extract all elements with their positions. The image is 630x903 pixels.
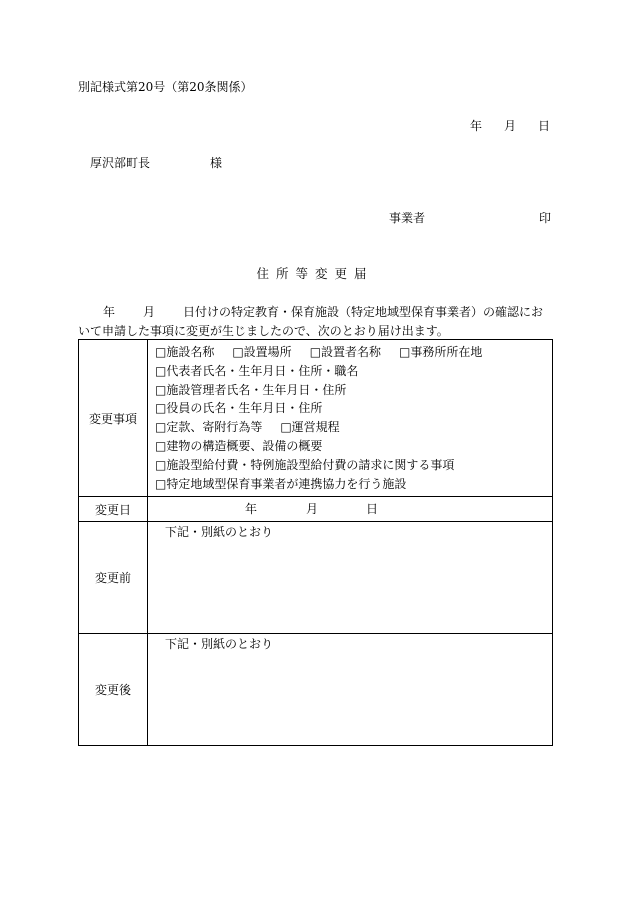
addressee (90, 157, 222, 169)
submission-date (448, 120, 550, 132)
change-item-checkbox[interactable]: □建物の構造概要、設備の概要 (155, 438, 323, 453)
day-label: 日 (537, 119, 550, 133)
change-item-checkbox[interactable]: □事務所所在地 (399, 345, 483, 359)
change-item-row (155, 475, 552, 494)
after-cell[interactable] (148, 634, 553, 746)
intro-year: 年 (103, 305, 116, 319)
seal-mark: 印 (539, 211, 552, 225)
change-item-checkbox[interactable]: □特定地域型保育事業者が連携協力を行う施設 (155, 476, 407, 491)
change-date-day: 日 (366, 502, 379, 517)
honorific: 様 (210, 156, 223, 170)
change-form-table (78, 339, 553, 746)
change-item-checkbox[interactable]: □役員の氏名・生年月日・住所 (155, 401, 323, 416)
change-item-row (155, 381, 552, 400)
change-items-label: 変更事項 (79, 340, 148, 497)
before-cell[interactable] (148, 522, 553, 634)
change-item-checkbox[interactable]: □運営規程 (280, 420, 340, 435)
before-row (79, 522, 553, 634)
change-item-row (155, 362, 552, 381)
change-item-row (155, 418, 552, 437)
change-item-row (155, 399, 552, 418)
after-label: 変更後 (79, 634, 148, 746)
after-row (79, 634, 553, 746)
change-item-checkbox[interactable]: □施設型給付費・特例施設型給付費の請求に関する事項 (155, 457, 455, 472)
month-label: 月 (503, 119, 516, 133)
change-items-list (148, 340, 552, 496)
change-item-checkbox[interactable]: □定款、寄附行為等 (155, 420, 263, 435)
change-items-row (79, 340, 553, 497)
before-label: 変更前 (79, 522, 148, 634)
document-title: 住所等変更届 (256, 266, 374, 281)
change-item-checkbox[interactable]: □代表者氏名・生年月日・住所・職名 (155, 363, 359, 378)
change-date-month: 月 (306, 502, 319, 517)
form-number: 別記様式第20号（第20条関係） (78, 80, 253, 94)
change-date-cell[interactable] (148, 497, 553, 522)
change-item-checkbox[interactable]: □施設管理者氏名・生年月日・住所 (155, 382, 347, 397)
intro-paragraph (78, 303, 554, 341)
after-text: 下記・別紙のとおり (165, 637, 274, 652)
intro-month: 月 (143, 305, 156, 319)
change-date-year: 年 (245, 502, 258, 517)
change-date-row (79, 497, 553, 522)
change-item-row (155, 437, 552, 456)
change-items-cell (148, 340, 553, 497)
change-item-row (155, 456, 552, 475)
applicant-label: 事業者 (389, 211, 426, 225)
addressee-name: 厚沢部町長 (90, 156, 151, 170)
year-label: 年 (469, 119, 482, 133)
change-item-checkbox[interactable]: □施設名称 (155, 345, 215, 359)
before-text: 下記・別紙のとおり (165, 525, 274, 540)
intro-text: 日付けの特定教育・保育施設（特定地域型保育事業者）の確認において申請した事項に変更が生じましたので、次のとおり届け出ます。 (78, 305, 544, 338)
change-item-row (155, 343, 552, 362)
change-item-checkbox[interactable]: □設置者名称 (309, 345, 382, 359)
change-item-checkbox[interactable]: □設置場所 (232, 345, 292, 359)
change-date-label: 変更日 (79, 497, 148, 522)
